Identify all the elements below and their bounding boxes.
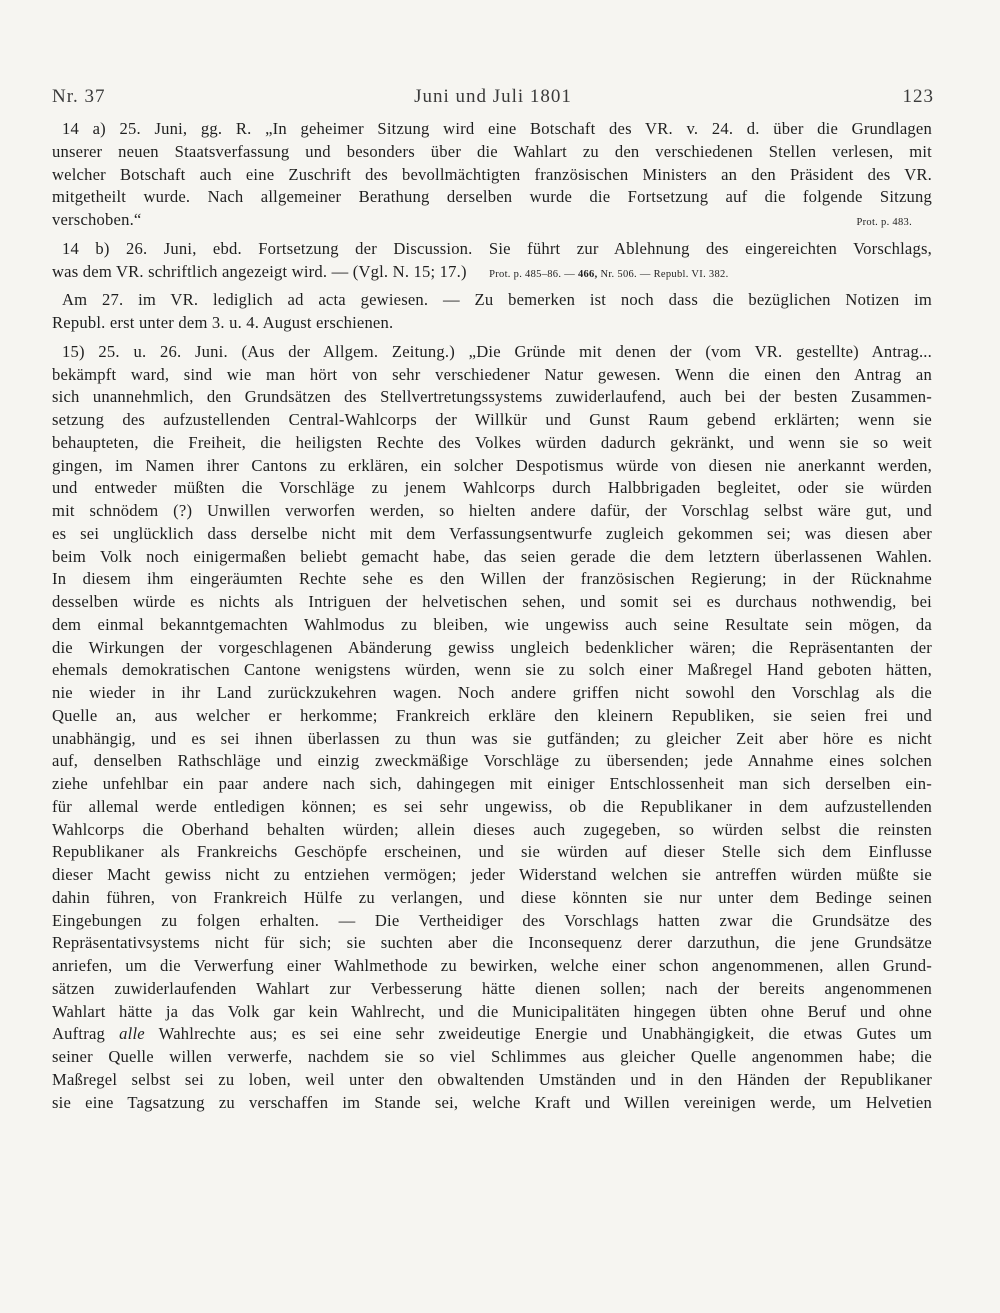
text-line: dieser Macht gewiss nicht zu entziehen vermögen; jeder Widerstand welchen sie antreffen würden müßte sie — [52, 865, 932, 884]
text-line: 15) 25. u. 26. Juni. (Aus der Allgem. Zeitung.) „Die Gründe mit denen der (vom VR. gestellte) Antrag... — [62, 341, 932, 361]
ref-part: Prot. p. 485–86. — — [489, 268, 578, 280]
text-line: Republikaner als Frankreichs Geschöpfe erscheinen, und sie würden auf dieser Stelle sich dem Einflusse — [52, 842, 932, 862]
text-line: 14 b) 26. Juni, ebd. Fortsetzung der Discussion. Sie führt zur Ablehnung des eingereichten Vorschlags, — [62, 238, 932, 258]
text-line: unserer neuen Staatsverfassung und besonders über die Wahlart zu den verschiedenen Stellen verlesen, mit — [52, 141, 932, 161]
text-line: für allemal werde entledigen können; es sei sehr ungewiss, ob die Republikaner in dem aufzustellenden — [52, 796, 932, 816]
text-line: anriefen, um die Verwerfung einer Wahlmethode zu bewirken, welche einer schon angenommenen, allen Grund- — [52, 956, 932, 975]
text-line: 14 a) 25. Juni, gg. R. „In geheimer Sitzung wird eine Botschaft des VR. v. 24. d. über die Grundlagen — [62, 119, 932, 138]
text-line: sie eine Tagsatzung zu verschaffen im Stande sei, welche Kraft und Willen vereinigen werde, um Helvetien — [52, 1092, 932, 1112]
text-line: sätzen zuwiderlaufenden Wahlart zur Verbesserung hätte dienen sollen; nach der bereits angenommenen — [52, 978, 932, 998]
text-line: nie wieder in ihr Land zurückzukehren wagen. Noch andere griffen nicht sowohl den Vorschlag als die — [52, 683, 932, 702]
text-line: behaupteten, die Freiheit, die heiligsten Rechte des Volkes würden dadurch gekränkt, und wenn sie so weit — [52, 432, 932, 452]
page-title: Juni und Juli 1801 — [414, 86, 572, 107]
text-line: und entweder müßten die Vorschläge zu jenem Wahlcorps durch Halbbrigaden begleitet, oder sie würden — [52, 478, 932, 498]
document-number: Nr. 37 — [52, 86, 106, 107]
text-line: auf, denselben Rathschläge und einzig zweckmäßige Vorschläge zu übersenden; jede Annahme eines solchen — [52, 751, 932, 771]
text-line: Eingebungen zu folgen erhalten. — Die Vertheidiger des Vorschlags hatten zwar die Grundsätze des — [52, 910, 932, 930]
text-line: Maßregel selbst sei zu loben, weil unter den obwaltenden Umständen und in den Händen der Republikaner — [52, 1069, 932, 1089]
text-line: Am 27. im VR. lediglich ad acta gewiesen. — Zu bemerken ist noch dass die bezüglichen Notizen im — [62, 290, 932, 310]
text-line: sich unannehmlich, den Grundsätzen des Stellvertretungssystems zuwiderlaufend, auch bei der besten Zusammen- — [52, 387, 932, 407]
text-line — [52, 1023, 932, 1046]
text-line: beim Volk noch einigermaßen beliebt gemacht habe, das seien gerade die dem letztern überlassenen Wahlen. — [52, 546, 932, 566]
text-line: mit schnödem (?) Unwillen verworfen werden, so hielten andere dafür, der Vorschlag selbst wäre gut, und — [52, 501, 932, 520]
text-line: gingen, im Namen ihrer Cantons zu erklären, ein solcher Despotismus würde von diesen nie anerkannt werden, — [52, 455, 932, 475]
text-line: ehemals demokratischen Cantone wenigstens würden, wenn sie zu solch einer Maßregel Hand geboten hätten, — [52, 660, 932, 680]
text-line: seiner Quelle willen verwerfe, nachdem sie so viel Schlimmes aus gleicher Quelle angenommen habe; die — [52, 1047, 932, 1066]
text-line — [52, 209, 932, 232]
text-line: welcher Botschaft auch eine Zuschrift des bevollmächtigten französischen Ministers an den Präsident des VR. — [52, 164, 932, 184]
text-fragment: was dem VR. schriftlich angezeigt wird. — (Vgl. N. 15; 17.) — [52, 261, 467, 281]
text-line: die Wirkungen der vorgeschlagenen Abänderung gewiss ungleich bedenklicher wären; die Repräsentanten der — [52, 637, 932, 657]
text-line: Repräsentativsystems nicht für sich; sie suchten aber die Inconsequenz derer darzuthun, die jene Grundsätze — [52, 933, 932, 953]
text-line: mitgetheilt wurde. Nach allgemeiner Berathung derselben wurde die Fortsetzung auf die folgende Sitzung — [52, 187, 932, 207]
document-body — [52, 118, 932, 1114]
text-line: Quelle an, aus welcher er herkomme; Frankreich erkläre den kleinern Republiken, sie seien frei und — [52, 705, 932, 725]
text-line: desselben würde es nichts als Intriguen der helvetischen sehen, und somit sei es durchaus nothwendig, bei — [52, 592, 932, 611]
page-header — [52, 86, 934, 114]
source-reference — [489, 269, 728, 280]
text-line: Wahlcorps die Oberhand behalten würden; allein dieses auch zugegeben, so würden selbst die reinsten — [52, 819, 932, 839]
emphasis-text: alle — [119, 1024, 145, 1044]
text-line: ziehe unfehlbar ein paar andere nach sich, dahingegen mit einiger Entschlossenheit man sich derselben ein- — [52, 774, 932, 793]
text-fragment: Auftrag — [52, 1024, 120, 1044]
text-fragment: verschoben.“ — [52, 210, 142, 229]
text-line: In diesem ihm eingeräumten Rechte sehe es den Willen der französischen Regierung; in der Rücknahme — [52, 569, 932, 589]
source-reference: Prot. p. 483. — [856, 217, 912, 228]
text-line — [52, 261, 932, 284]
text-line: dahin führen, von Frankreich Hülfe zu verlangen, und diese könnten sie nur unter dem Bedinge seinen — [52, 887, 932, 907]
text-line: Wahlart hätte ja das Volk gar kein Wahlrecht, und die Municipalitäten hingegen übten ohne Beruf und ohne — [52, 1001, 932, 1021]
page-number: 123 — [902, 86, 934, 107]
text-line: setzung des aufzustellenden Central-Wahlcorps der Willkür und Gunst Raum gebend erklärten; wenn sie — [52, 410, 932, 429]
text-line: Republ. erst unter dem 3. u. 4. August erschienen. — [52, 313, 394, 332]
ref-part-bold: 466, — [577, 268, 598, 280]
text-line: unabhängig, und es sei ihnen überlassen zu thun was sie gutfänden; zu gleicher Zeit aber höre es nicht — [52, 728, 932, 748]
text-line: bekämpft ward, sind wie man hört von sehr verschiedener Natur gewesen. Wenn die einen den Antrag an — [52, 364, 932, 384]
text-line: dem einmal bekanntgemachten Wahlmodus zu bleiben, wie ungewiss auch seine Resultate sein mögen, da — [52, 614, 932, 634]
ref-part: Nr. 506. — Republ. VI. 382. — [597, 268, 729, 280]
text-fragment: Wahlrechte aus; es sei eine sehr zweideutige Energie und Unabhängigkeit, die etwas Gutes um — [144, 1024, 932, 1044]
text-line: es sei unglücklich dass derselbe nicht mit dem Verfassungsentwurfe zugleich gekommen sei; was diesen aber — [52, 523, 932, 543]
